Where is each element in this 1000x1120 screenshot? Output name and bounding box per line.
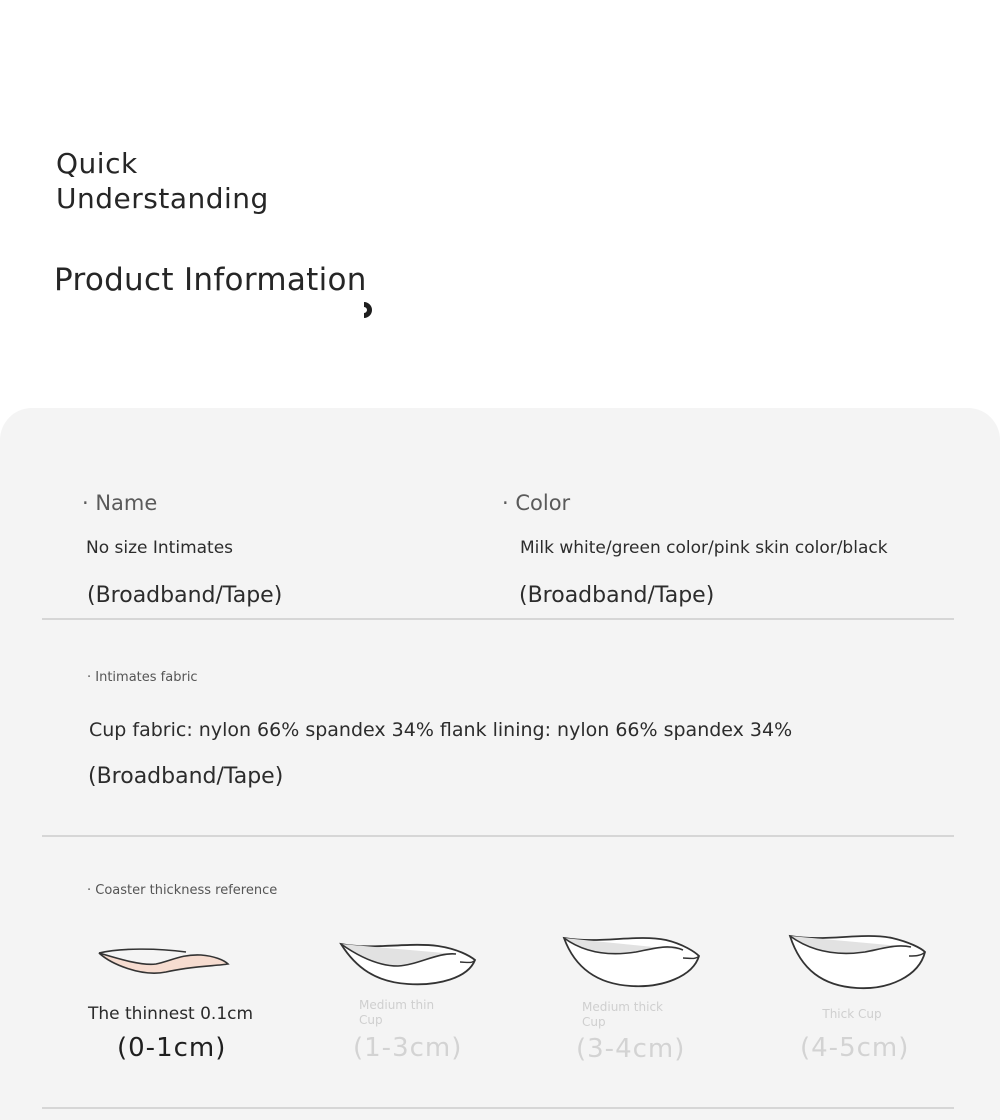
page-title: Product Information <box>54 262 367 298</box>
cup-range-medium-thin: (1-3cm) <box>353 1033 463 1063</box>
color-subtext: (Broadband/Tape) <box>519 583 715 608</box>
fabric-label: · Intimates fabric <box>87 670 198 685</box>
color-label: · Color <box>502 491 571 515</box>
quick-line-2: Understanding <box>56 182 269 215</box>
half-circle-icon <box>362 299 376 321</box>
divider <box>42 1107 954 1109</box>
medium-thick-cup-icon <box>561 934 703 990</box>
cup-range-thick: (4-5cm) <box>800 1033 910 1063</box>
fabric-value: Cup fabric: nylon 66% spandex 34% flank lining: nylon 66% spandex 34% <box>89 719 793 741</box>
name-label: · Name <box>82 491 158 515</box>
cup-range-thinnest: (0-1cm) <box>117 1033 227 1063</box>
name-value: No size Intimates <box>86 538 234 558</box>
quick-understanding-heading <box>56 146 356 216</box>
cup-label-thick: Thick Cup <box>822 1007 882 1021</box>
cup-range-medium-thick: (3-4cm) <box>576 1034 686 1064</box>
medium-thin-cup-icon <box>338 938 480 988</box>
cup-label-thinnest: The thinnest 0.1cm <box>88 1004 254 1024</box>
thick-cup-icon <box>787 932 929 992</box>
coaster-label: · Coaster thickness reference <box>87 883 278 898</box>
thin-cup-icon <box>96 946 232 976</box>
divider <box>42 835 954 837</box>
divider <box>42 618 954 620</box>
name-subtext: (Broadband/Tape) <box>87 583 283 608</box>
cup-label-medium-thick: Medium thick Cup <box>582 1000 663 1029</box>
cup-label-medium-thin: Medium thin Cup <box>359 998 435 1027</box>
quick-line-1: Quick <box>56 147 138 180</box>
color-value: Milk white/green color/pink skin color/black <box>520 538 888 558</box>
fabric-subtext: (Broadband/Tape) <box>88 764 284 789</box>
